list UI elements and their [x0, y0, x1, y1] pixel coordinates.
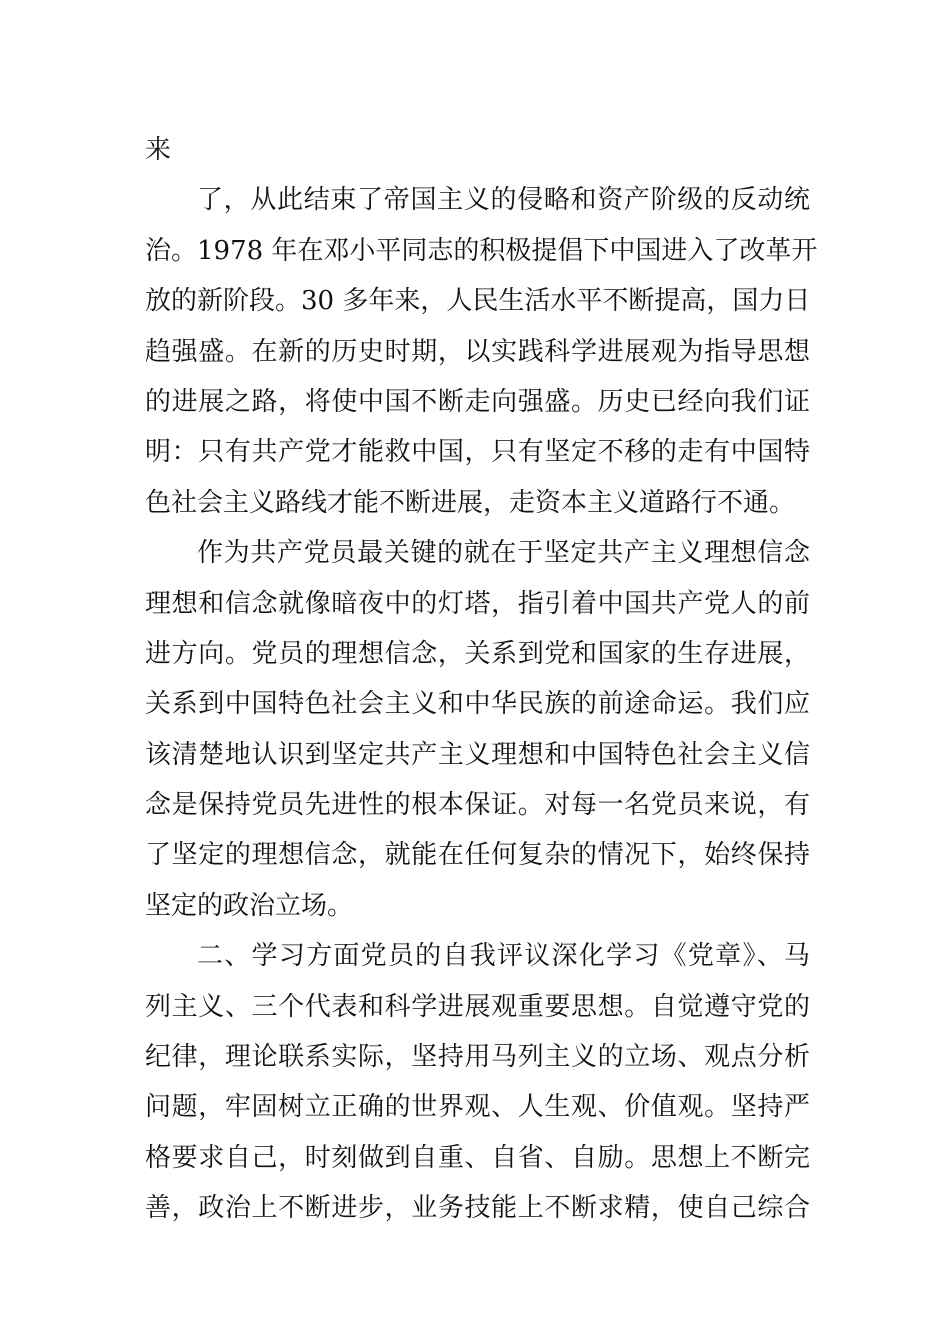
text-line: 坚定的政治立场。: [145, 890, 354, 921]
text-line: 进方向。党员的理想信念，关系到党和国家的生存进展，: [145, 638, 810, 669]
text-line: 的进展之路，将使中国不断走向强盛。历史已经向我们证: [145, 386, 810, 417]
text-line: 了坚定的理想信念，就能在任何复杂的情况下，始终保持: [145, 840, 810, 871]
text-line: 纪律，理论联系实际，坚持用马列主义的立场、观点分析: [145, 1042, 810, 1073]
text-line: 趋强盛。在新的历史时期，以实践科学进展观为指导思想: [145, 336, 810, 367]
text-line: 放的新阶段。30 多年来，人民生活水平不断提高，国力日: [145, 286, 811, 317]
text-line: 明：只有共产党才能救中国，只有坚定不移的走有中国特: [145, 437, 810, 468]
document-body: [145, 125, 818, 1234]
text-line: 色社会主义路线才能不断进展，走资本主义道路行不通。: [145, 487, 796, 518]
text-line: 二、学习方面党员的自我评议深化学习《党章》、马: [197, 941, 810, 972]
text-line: 该清楚地认识到坚定共产主义理想和中国特色社会主义信: [145, 739, 810, 770]
text-line: 关系到中国特色社会主义和中华民族的前途命运。我们应: [145, 689, 810, 720]
text-line: 念是保持党员先进性的根本保证。对每一名党员来说，有: [145, 790, 810, 821]
text-line: 治。1978 年在邓小平同志的积极提倡下中国进入了改革开: [145, 235, 818, 266]
text-line: 格要求自己，时刻做到自重、自省、自励。思想上不断完: [145, 1142, 810, 1173]
text-line: 来: [145, 135, 172, 165]
text-line: 问题，牢固树立正确的世界观、人生观、价值观。坚持严: [145, 1092, 810, 1123]
text-line: 理想和信念就像暗夜中的灯塔，指引着中国共产党人的前: [145, 588, 810, 619]
text-line: 作为共产党员最关键的就在于坚定共产主义理想信念: [197, 538, 810, 569]
text-line: 了，从此结束了帝国主义的侵略和资产阶级的反动统: [197, 185, 810, 216]
text-line: 善，政治上不断进步，业务技能上不断求精，使自己综合: [145, 1193, 810, 1224]
text-line: 列主义、三个代表和科学进展观重要思想。自觉遵守党的: [145, 991, 810, 1022]
